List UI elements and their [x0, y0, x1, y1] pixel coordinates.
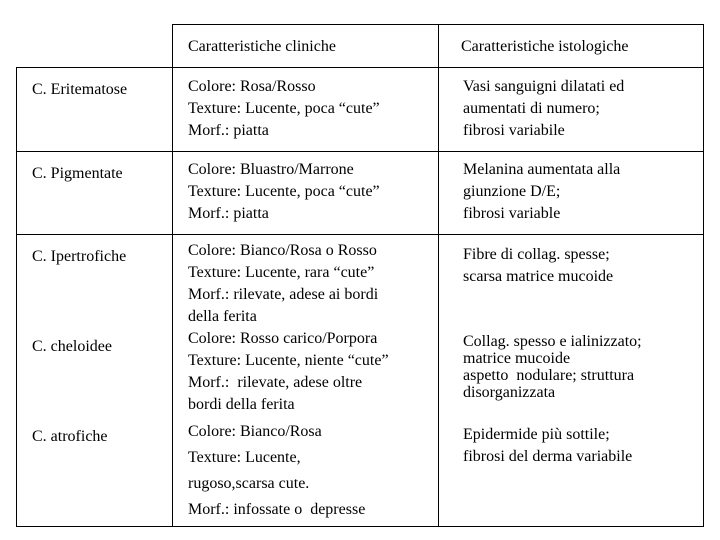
cell-histological-ipertrofiche: Fibre di collag. spesse; scarsa matrice mucoide	[463, 246, 614, 285]
cell-clinical-atrofiche: Colore: Bianco/Rosa Texture: Lucente, rugoso,scarsa cute. Morf.: infossate o depresse	[188, 423, 366, 518]
cell-histological-eritematose: Vasi sanguigni dilatati ed aumentati di numero; fibrosi variabile	[463, 78, 625, 139]
header-histological: Caratteristiche istologiche	[461, 38, 629, 55]
cell-histological-cheloidee: Collag. spesso e ialinizzato; matrice mucoide aspetto nodulare; struttura disorganizzata	[463, 333, 642, 401]
cell-clinical-eritematose: Colore: Rosa/Rosso Texture: Lucente, poca “cute” Morf.: piatta	[188, 78, 380, 139]
cell-histological-atrofiche: Epidermide più sottile; fibrosi del derma variabile	[463, 426, 633, 465]
row-label-atrofiche: C. atrofiche	[32, 428, 108, 445]
cell-clinical-cheloidee: Colore: Rosso carico/Porpora Texture: Lucente, niente “cute” Morf.: rilevate, adese oltre bordi della ferita	[188, 330, 389, 413]
header-bottom-line	[16, 67, 704, 68]
column-divider-2	[438, 24, 439, 527]
header-clinical: Caratteristiche cliniche	[188, 38, 336, 55]
right-border-line	[703, 24, 704, 527]
row-label-pigmentate: C. Pigmentate	[32, 165, 123, 182]
row-divider-1	[16, 151, 704, 152]
bottom-border-line	[16, 526, 704, 527]
left-border-line	[16, 67, 17, 527]
row-label-eritematose: C. Eritematose	[32, 81, 128, 98]
cell-histological-pigmentate: Melanina aumentata alla giunzione D/E; fibrosi variable	[463, 161, 621, 222]
cell-clinical-ipertrofiche: Colore: Bianco/Rosa o Rosso Texture: Lucente, rara “cute” Morf.: rilevate, adese ai bordi della ferita	[188, 242, 379, 325]
row-divider-2	[16, 234, 704, 235]
row-label-ipertrofiche: C. Ipertrofiche	[32, 248, 127, 265]
cell-clinical-pigmentate: Colore: Bluastro/Marrone Texture: Lucente, poca “cute” Morf.: piatta	[188, 161, 380, 222]
row-label-cheloidee: C. cheloidee	[32, 338, 112, 355]
column-divider-1	[172, 24, 173, 527]
